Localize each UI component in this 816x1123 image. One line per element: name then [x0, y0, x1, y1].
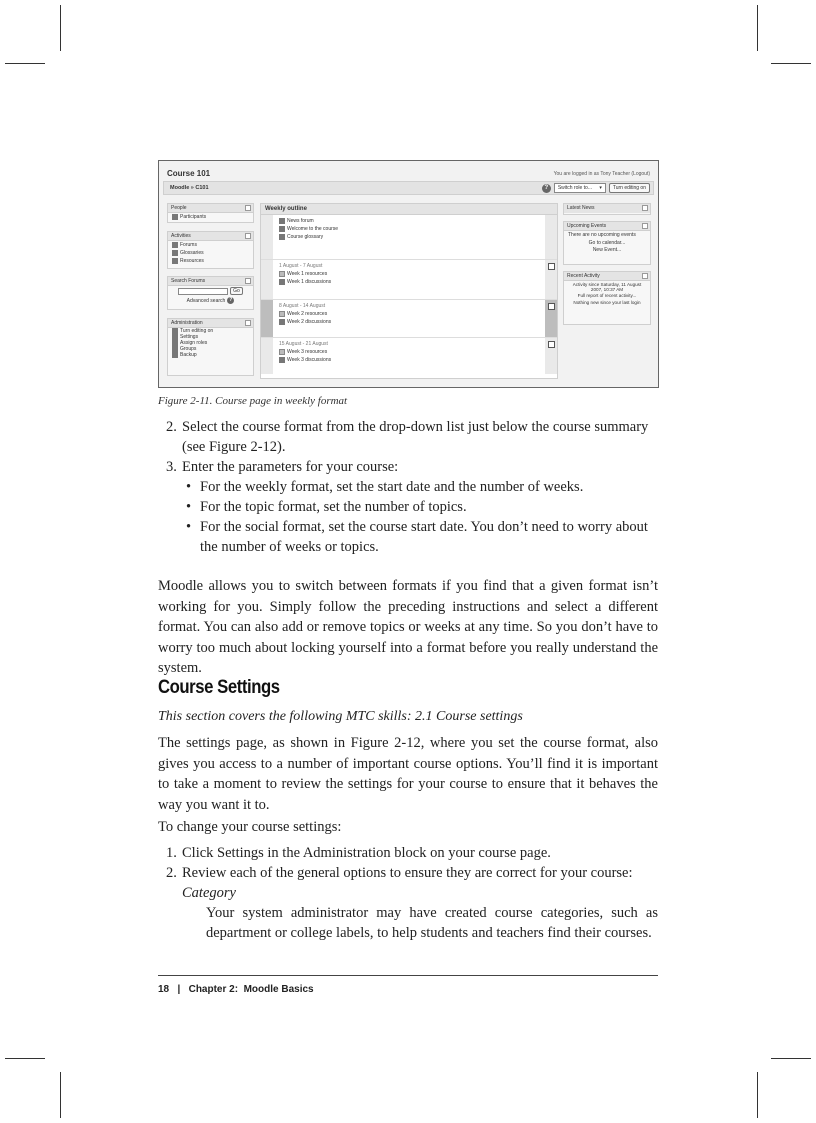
weekly-outline	[260, 203, 558, 379]
forum-icon	[279, 357, 285, 363]
footer-rule	[158, 975, 658, 976]
go-to-calendar-link[interactable]: Go to calendar...	[588, 240, 626, 246]
full-report-link[interactable]: Full report of recent activity...	[577, 293, 637, 298]
search-input[interactable]	[178, 288, 228, 295]
glossary-icon	[172, 250, 178, 256]
backup-icon	[172, 352, 178, 358]
list-item[interactable]: Week 1 resources	[279, 270, 557, 278]
steps-list-a	[158, 417, 658, 557]
section-date: 15 August - 21 August	[279, 341, 328, 347]
people-block	[167, 203, 254, 223]
section-checkbox[interactable]	[548, 341, 555, 348]
collapse-icon[interactable]	[245, 278, 251, 284]
list-item[interactable]: Course glossary	[279, 233, 557, 241]
login-status[interactable]: You are logged in as Tony Teacher (Logout)	[553, 171, 650, 177]
section-checkbox[interactable]	[548, 263, 555, 270]
paragraph: The settings page, as shown in Figure 2-12, where you set the course format, also gives you access to a number of important course options. You’ll find it is important to take a moment to review the settings for your course to ensure that it behaves the way you want it to.	[158, 735, 658, 813]
figure-caption: Figure 2-11. Course page in weekly format	[158, 395, 348, 407]
course-page-screenshot	[158, 160, 659, 388]
list-item[interactable]: News forum	[279, 217, 557, 225]
outline-section-1	[261, 260, 557, 300]
admin-item-assign-roles[interactable]: Assign roles	[168, 340, 253, 346]
bullet-group	[158, 477, 658, 557]
list-item: • For the weekly format, set the start date and the number of weeks.	[186, 479, 584, 495]
list-item: • For the social format, set the course start date. You don’t need to worry about the number of weeks or topics.	[186, 519, 648, 555]
list-item[interactable]: Week 2 resources	[279, 310, 557, 318]
course-title: Course 101	[167, 169, 211, 178]
help-icon: ?	[229, 297, 233, 303]
list-item: 3. Enter the parameters for your course:	[166, 459, 399, 475]
collapse-icon[interactable]	[245, 320, 251, 326]
crop-mark	[771, 63, 811, 64]
activities-block	[167, 231, 254, 269]
recent-since: Activity since Saturday, 11 August 2007, 10:37 AM	[572, 282, 642, 292]
list-item[interactable]: Week 1 discussions	[279, 278, 557, 286]
block-item-resources[interactable]: Resources	[168, 257, 253, 265]
administration-block	[167, 318, 254, 376]
advanced-search-link[interactable]: Advanced search ?	[186, 297, 233, 304]
admin-item-settings[interactable]: Settings	[168, 334, 253, 340]
crop-mark	[771, 1058, 811, 1059]
help-icon[interactable]: ?	[542, 184, 551, 193]
block-header: Recent Activity	[564, 272, 650, 281]
collapse-icon[interactable]	[642, 273, 648, 279]
collapse-icon[interactable]	[245, 233, 251, 239]
block-header: People	[168, 204, 253, 213]
crop-mark	[5, 1058, 45, 1059]
section-heading: Course Settings	[158, 677, 280, 698]
list-item[interactable]: Week 3 discussions	[279, 356, 557, 364]
recent-activity-block	[563, 271, 651, 325]
list-item[interactable]: Week 3 resources	[279, 348, 557, 356]
folder-icon	[279, 271, 285, 277]
breadcrumb[interactable]: Moodle » C101	[163, 181, 654, 195]
latest-news-block	[563, 203, 651, 215]
people-icon	[172, 214, 178, 220]
definition-item	[158, 883, 658, 943]
folder-icon	[279, 311, 285, 317]
block-item-participants[interactable]: Participants	[168, 213, 253, 221]
forum-icon	[279, 279, 285, 285]
turn-editing-on-button[interactable]: Turn editing on	[609, 183, 650, 193]
block-header: Administration	[168, 319, 253, 328]
crop-mark	[757, 1072, 758, 1118]
crop-mark	[60, 1072, 61, 1118]
outline-section-3	[261, 338, 557, 374]
list-item: 2. Review each of the general options to ensure they are correct for your course:	[166, 865, 633, 881]
admin-item-turn-editing[interactable]: Turn editing on	[168, 328, 253, 334]
chevron-down-icon: ▾	[599, 185, 602, 191]
new-event-link[interactable]: New Event...	[592, 247, 622, 253]
paragraph: To change your course settings:	[158, 819, 342, 835]
search-forums-block	[167, 276, 254, 310]
admin-item-backup[interactable]: Backup	[168, 352, 253, 358]
section-checkbox[interactable]	[548, 303, 555, 310]
list-item: 2. Select the course format from the drop-down list just below the course summary (see Figure 2-12).	[166, 419, 649, 455]
folder-icon	[279, 349, 285, 355]
collapse-icon[interactable]	[642, 205, 648, 211]
outline-section-0	[261, 215, 557, 260]
list-item[interactable]: Week 2 discussions	[279, 318, 557, 326]
block-header: Search Forums	[168, 277, 253, 286]
forum-icon	[279, 218, 285, 224]
paragraph: Moodle allows you to switch between formats if you find that a given format isn’t working for you. Simply follow the preceding instructions and select a different format. You can also add or remove topics or weeks at any time. So you don’t have to worry too much about locking yourself into a format before you really understand the system.	[158, 578, 658, 676]
list-item[interactable]: Welcome to the course	[279, 225, 557, 233]
list-item: • For the topic format, set the number of topics.	[186, 499, 467, 515]
block-header: Latest News	[564, 204, 650, 213]
nothing-new: Nothing new since your last login	[573, 300, 641, 305]
section-date: 8 August - 14 August	[279, 303, 326, 309]
resource-icon	[279, 226, 285, 232]
forum-icon	[172, 242, 178, 248]
resource-icon	[172, 258, 178, 264]
list-item: 1. Click Settings in the Administration block on your course page.	[166, 845, 551, 861]
section-date: 1 August - 7 August	[279, 263, 323, 269]
block-header: Activities	[168, 232, 253, 241]
search-row	[168, 286, 253, 296]
nav-controls	[542, 183, 650, 193]
page-footer: 18 | Chapter 2: Moodle Basics	[158, 984, 314, 995]
outline-section-2	[261, 300, 557, 338]
outline-title: Weekly outline	[261, 204, 557, 215]
go-button[interactable]: Go	[230, 287, 243, 295]
crop-mark	[5, 63, 45, 64]
forum-icon	[279, 319, 285, 325]
glossary-icon	[279, 234, 285, 240]
switch-role-select[interactable]: Switch role to... ▾	[554, 183, 606, 193]
block-item-forums[interactable]: Forums	[168, 241, 253, 249]
steps-list-b	[158, 843, 658, 943]
crop-mark	[60, 5, 61, 51]
upcoming-text: There are no upcoming events	[568, 232, 636, 238]
upcoming-events-block	[563, 221, 651, 265]
block-item-glossaries[interactable]: Glossaries	[168, 249, 253, 257]
section-subtitle: This section covers the following MTC skills: 2.1 Course settings	[158, 709, 523, 724]
term-category: Category	[182, 885, 236, 901]
block-header: Upcoming Events	[564, 222, 650, 231]
collapse-icon[interactable]	[245, 205, 251, 211]
crop-mark	[757, 5, 758, 51]
term-definition: Your system administrator may have created course categories, such as department or college labels, to help students and teachers find their courses.	[206, 905, 658, 941]
collapse-icon[interactable]	[642, 223, 648, 229]
admin-item-groups[interactable]: Groups	[168, 346, 253, 352]
